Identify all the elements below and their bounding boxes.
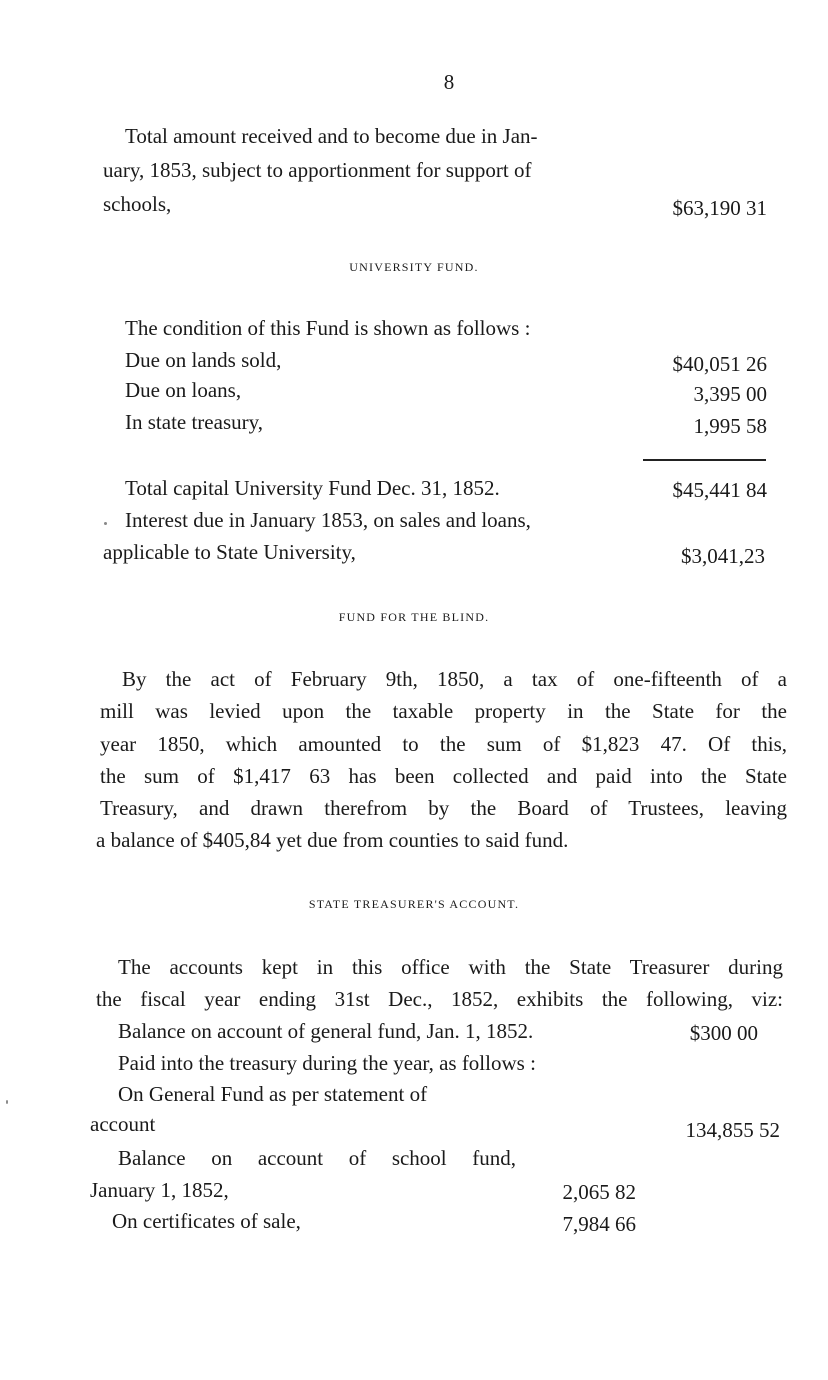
intro-amount: $63,190 31 xyxy=(672,196,767,220)
blind-paragraph-line: the sum of $1,417 63 has been collected and paid into the State xyxy=(100,764,787,788)
university-interest-amount: $3,041,23 xyxy=(681,544,765,568)
university-item-amount: 1,995 58 xyxy=(693,414,767,438)
intro-line-2: uary, 1853, subject to apportionment for support of xyxy=(103,158,532,182)
treasurer-general-amount: 134,855 52 xyxy=(685,1118,780,1142)
treasurer-paid-label: Paid into the treasury during the year, as follows : xyxy=(118,1051,536,1075)
blind-fund-heading: FUND FOR THE BLIND. xyxy=(338,610,490,624)
university-intro: The condition of this Fund is shown as follows : xyxy=(125,316,531,340)
treasurer-school-label-cont: January 1, 1852, xyxy=(90,1178,229,1202)
university-item-label: Due on lands sold, xyxy=(125,348,282,372)
page-number: 8 xyxy=(443,70,455,94)
university-total-amount: $45,441 84 xyxy=(672,478,767,502)
blind-paragraph-line: Treasury, and drawn therefrom by the Board of Trustees, leaving xyxy=(100,796,787,820)
blind-paragraph-line: a balance of $405,84 yet due from counties to said fund. xyxy=(96,828,569,852)
treasurer-line-1: The accounts kept in this office with the State Treasurer during xyxy=(118,955,783,979)
treasurer-balance-amount: $300 00 xyxy=(689,1021,758,1045)
treasurer-school-amount: 2,065 82 xyxy=(562,1180,636,1204)
university-fund-heading: UNIVERSITY FUND. xyxy=(349,260,479,274)
university-item-amount: 3,395 00 xyxy=(693,382,767,406)
treasurer-school-label: Balance on account of school fund, xyxy=(118,1146,516,1170)
treasurer-account-heading: STATE TREASURER'S ACCOUNT. xyxy=(308,897,520,911)
sum-rule xyxy=(643,459,766,461)
print-speck xyxy=(6,1100,8,1104)
blind-paragraph-line: year 1850, which amounted to the sum of $1,823 47. Of this, xyxy=(100,732,787,756)
university-item-label: In state treasury, xyxy=(125,410,263,434)
blind-paragraph-line: mill was levied upon the taxable property in the State for the xyxy=(100,699,787,723)
university-total-label: Total capital University Fund Dec. 31, 1852. xyxy=(125,476,500,500)
treasurer-general-label-cont: account xyxy=(90,1112,156,1136)
university-interest-line-1: Interest due in January 1853, on sales and loans, xyxy=(125,508,531,532)
print-speck xyxy=(104,522,107,525)
intro-line-3: schools, xyxy=(103,192,172,216)
blind-paragraph-line: By the act of February 9th, 1850, a tax of one-fifteenth of a xyxy=(122,667,787,691)
intro-line-1: Total amount received and to become due in Jan- xyxy=(125,124,538,148)
university-item-amount: $40,051 26 xyxy=(672,352,767,376)
university-interest-line-2: applicable to State University, xyxy=(103,540,356,564)
treasurer-balance-label: Balance on account of general fund, Jan. 1, 1852. xyxy=(118,1019,534,1043)
treasurer-certificates-amount: 7,984 66 xyxy=(562,1212,636,1236)
treasurer-general-label: On General Fund as per statement of xyxy=(118,1082,428,1106)
treasurer-line-2: the fiscal year ending 31st Dec., 1852, exhibits the following, viz: xyxy=(96,987,783,1011)
treasurer-certificates-label: On certificates of sale, xyxy=(112,1209,301,1233)
university-item-label: Due on loans, xyxy=(125,378,242,402)
